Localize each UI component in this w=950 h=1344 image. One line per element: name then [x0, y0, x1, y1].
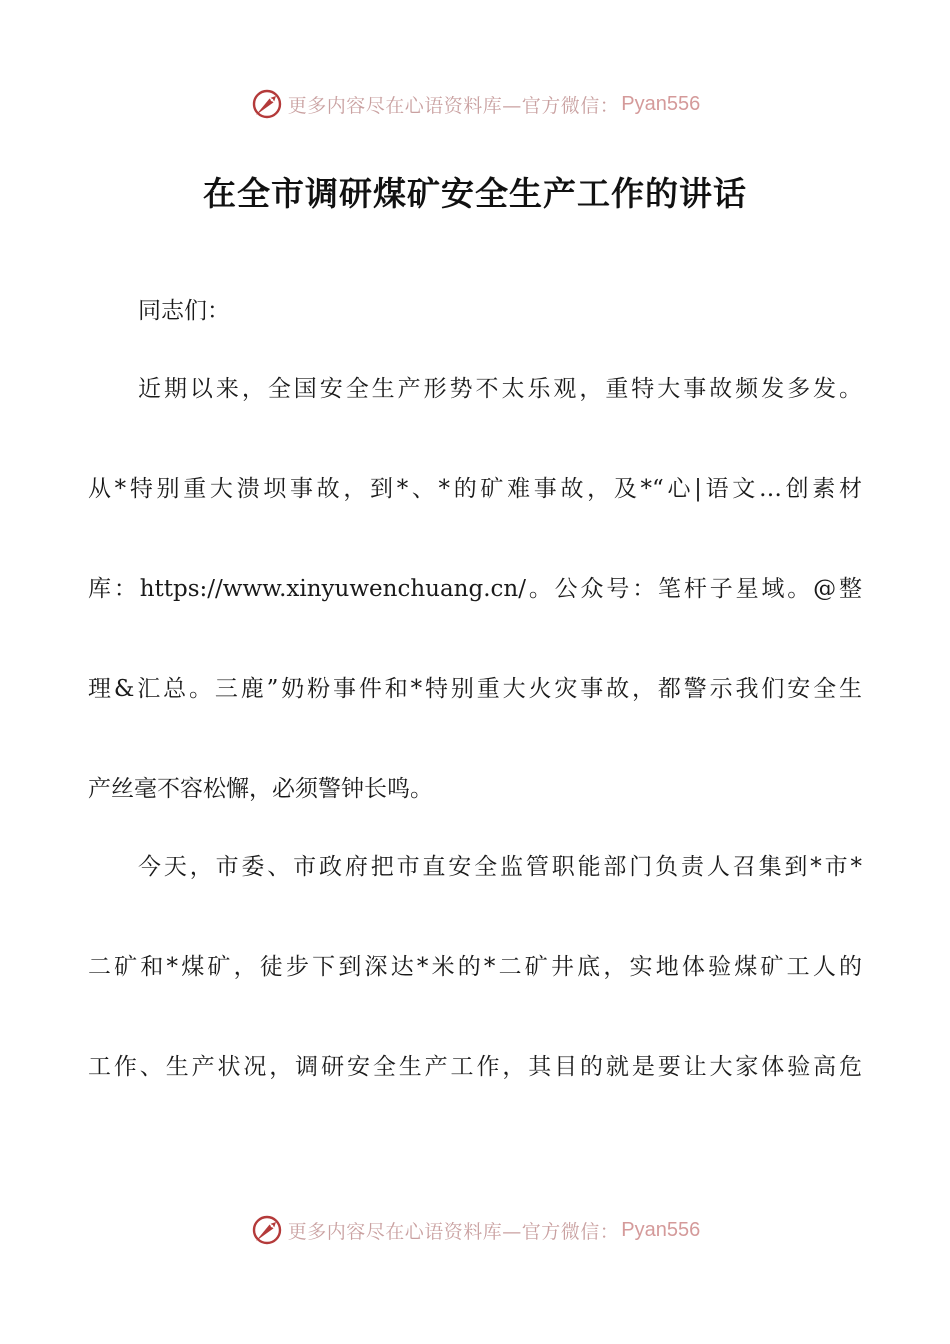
banner-text: 更多内容尽在心语资料库—官方微信：	[287, 1220, 620, 1243]
paragraph-line: 产丝毫不容松懈，必须警钟长鸣。	[88, 776, 433, 802]
pen-nib-logo-icon	[250, 87, 284, 121]
wechat-id: Pyan556	[621, 1218, 701, 1241]
wechat-id: Pyan556	[621, 92, 701, 115]
paragraph-line: 工作、生产状况，调研安全生产工作，其目的就是要让大家体验高危	[88, 1054, 862, 1080]
paragraph-line: 二矿和*煤矿，徒步下到深达*米的*二矿井底，实地体验煤矿工人的	[88, 954, 862, 980]
footer-watermark-banner	[0, 1210, 950, 1250]
paragraph-line: 理&汇总。三鹿”奶粉事件和*特别重大火灾事故，都警示我们安全生	[88, 676, 862, 702]
salutation-line: 同志们：	[138, 298, 230, 324]
paragraph-line: 库：https://www.xinyuwenchuang.cn/。公众号：笔杆子星域。@整	[88, 576, 862, 602]
paragraph-line: 从*特别重大溃坝事故，到*、*的矿难事故，及*“心|语文…创素材	[88, 476, 862, 502]
banner-text: 更多内容尽在心语资料库—官方微信：	[287, 94, 620, 117]
paragraph-line: 今天，市委、市政府把市直安全监管职能部门负责人召集到*市*	[138, 854, 862, 880]
pen-nib-logo-icon	[250, 1213, 284, 1247]
paragraph-line: 近期以来，全国安全生产形势不太乐观，重特大事故频发多发。	[138, 376, 862, 402]
document-title: 在全市调研煤矿安全生产工作的讲话	[203, 174, 747, 213]
header-watermark-banner	[0, 84, 950, 124]
